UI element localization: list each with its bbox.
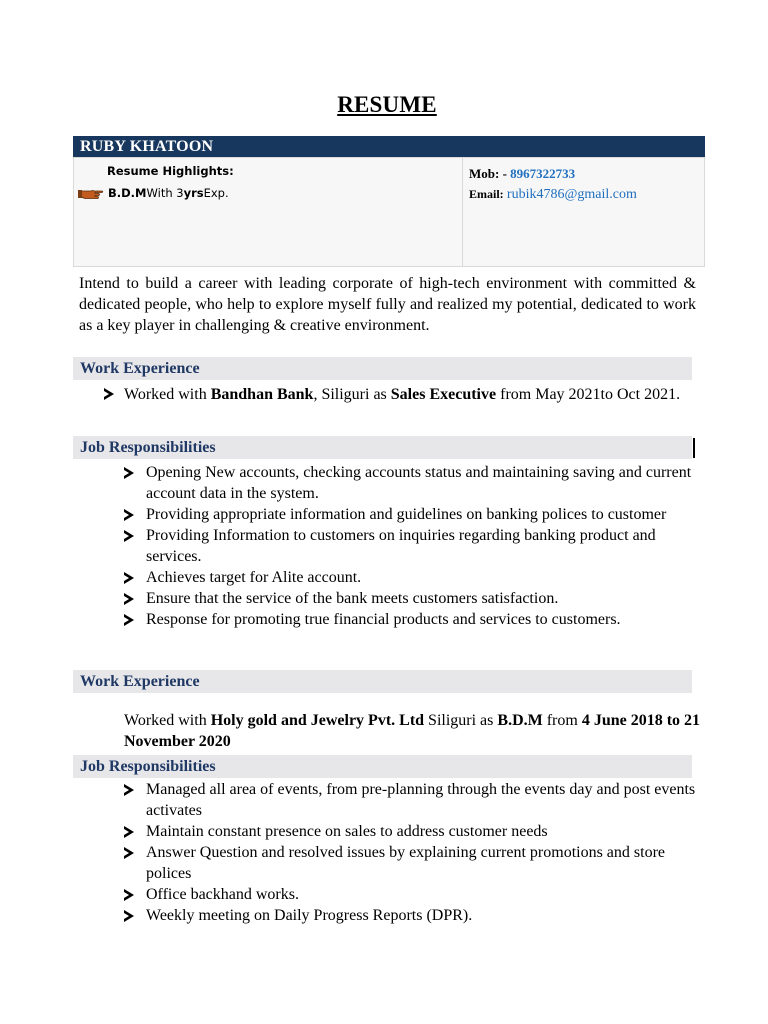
mobile-label: Mob: - — [469, 166, 507, 181]
arrow-bullet-icon — [124, 509, 134, 521]
contact-panel — [469, 164, 637, 204]
work-text: from — [542, 712, 582, 729]
arrow-bullet-icon — [124, 593, 134, 605]
list-item-text: Achieves target for Alite account. — [146, 569, 362, 586]
list-item-text: Answer Question and resolved issues by explaining current promotions and store polices — [146, 844, 666, 882]
arrow-bullet-icon — [124, 614, 134, 626]
work-text: Worked with — [124, 386, 211, 403]
arrow-bullet-icon — [104, 388, 114, 400]
highlight-text-end: Exp. — [203, 186, 229, 200]
mobile-number: 8967322733 — [510, 166, 576, 181]
company-name: Bandhan Bank — [210, 386, 314, 403]
email-label: Email: — [469, 187, 504, 201]
arrow-bullet-icon — [124, 889, 134, 901]
list-item — [121, 462, 701, 504]
candidate-name: RUBY KHATOON — [73, 136, 705, 157]
list-item-text: Ensure that the service of the bank meets customers satisfaction. — [146, 590, 559, 607]
job-responsibilities-heading-1 — [73, 436, 692, 459]
list-item-text: Providing Information to customers on inquiries regarding banking product and services. — [146, 527, 656, 565]
arrow-bullet-icon — [124, 530, 134, 542]
work-experience-heading-2: Work Experience — [73, 670, 692, 693]
resume-title: RESUME — [337, 92, 437, 117]
work-experience-entry-2 — [124, 710, 704, 752]
work-text: Siliguri as — [424, 712, 498, 729]
highlights-panel — [74, 158, 463, 266]
mobile-line — [469, 164, 637, 184]
list-item — [121, 609, 701, 630]
email-link[interactable]: rubik4786@gmail.com — [506, 187, 637, 202]
work-dates: 4 June 2018 to 21 November 2020 — [124, 712, 701, 750]
list-item — [121, 525, 701, 567]
job-role: Sales Executive — [390, 386, 497, 403]
responsibilities-list-2 — [121, 779, 701, 926]
arrow-bullet-icon — [124, 467, 134, 479]
list-item-text: Response for promoting true financial products and services to customers. — [146, 611, 621, 628]
work-experience-heading-1: Work Experience — [73, 357, 692, 380]
job-responsibilities-heading-2: Job Responsibilities — [73, 755, 692, 778]
text-cursor — [693, 438, 695, 458]
work-text: Worked with — [124, 712, 211, 729]
list-item — [121, 842, 701, 884]
list-item-text: Office backhand works. — [146, 886, 299, 903]
work-entry-text — [104, 382, 704, 407]
arrow-bullet-icon — [124, 572, 134, 584]
highlight-text: With 3 — [146, 186, 184, 200]
arrow-bullet-icon — [124, 826, 134, 838]
objective-paragraph: Intend to build a career with leading corporate of high-tech environment with committed & dedicated people, who help to explore myself fully and realized my potential, dedicated to work as a key player in challenging & creative environment. — [79, 275, 696, 334]
list-item — [121, 504, 701, 525]
list-item — [121, 567, 701, 588]
email-line — [469, 184, 637, 204]
job-role: B.D.M — [497, 712, 543, 729]
list-item — [121, 905, 701, 926]
section-title: Job Responsibilities — [80, 439, 216, 456]
highlight-years: yrs — [183, 186, 204, 200]
arrow-bullet-icon — [124, 910, 134, 922]
highlights-heading: Resume Highlights: — [107, 164, 234, 178]
responsibilities-list-1 — [121, 462, 701, 630]
list-item — [121, 884, 701, 905]
arrow-bullet-icon — [124, 784, 134, 796]
company-name: Holy gold and Jewelry Pvt. Ltd — [210, 712, 425, 729]
work-experience-entry-1 — [104, 382, 704, 407]
list-item-text: Managed all area of events, from pre-planning through the events day and post events activates — [146, 781, 696, 819]
arrow-bullet-icon — [124, 847, 134, 859]
pointing-hand-icon — [78, 186, 104, 200]
info-box — [73, 157, 705, 267]
highlight-item — [78, 186, 229, 200]
work-text: , Siliguri as — [313, 386, 391, 403]
list-item — [121, 588, 701, 609]
list-item-text: Weekly meeting on Daily Progress Reports (DPR). — [146, 907, 473, 924]
list-item — [121, 779, 701, 821]
list-item-text: Opening New accounts, checking accounts status and maintaining saving and current account data in the system. — [146, 464, 692, 502]
list-item-text: Providing appropriate information and guidelines on banking polices to customer — [146, 506, 667, 523]
work-dates: from May 2021to Oct 2021. — [496, 386, 681, 403]
list-item — [121, 821, 701, 842]
list-item-text: Maintain constant presence on sales to address customer needs — [146, 823, 548, 840]
highlight-role: B.D.M — [108, 186, 147, 200]
